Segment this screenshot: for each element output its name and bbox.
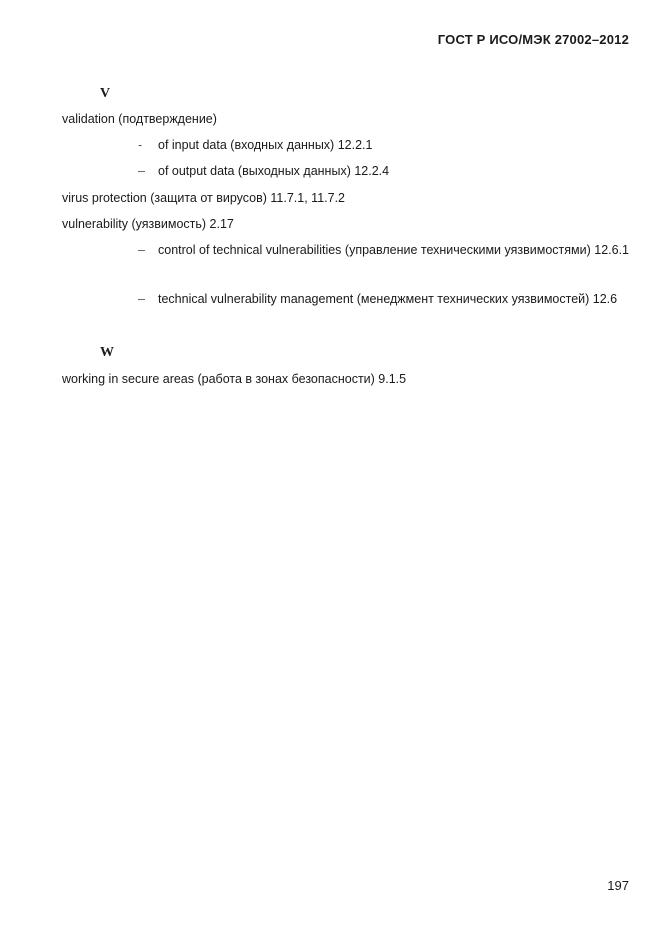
- index-entry-working-secure-areas: working in secure areas (работа в зонах безопасности) 9.1.5: [62, 372, 407, 386]
- dash-marker: –: [138, 243, 145, 257]
- section-letter-w: W: [100, 345, 114, 360]
- index-subentry-vulnerability-management: [138, 287, 630, 311]
- index-entry-virus-protection: virus protection (защита от вирусов) 11.7.1, 11.7.2: [62, 191, 345, 205]
- dash-marker: -: [138, 138, 143, 152]
- dash-marker: –: [138, 292, 145, 306]
- subentry-text: of input data (входных данных) 12.2.1: [158, 138, 373, 152]
- subentry-text: technical vulnerability management (менеджмент технических уязвимостей) 12.6: [158, 292, 618, 306]
- index-subentry-output-data: [138, 159, 630, 183]
- index-entry-validation: validation (подтверждение): [62, 112, 217, 126]
- dash-marker: –: [138, 164, 145, 178]
- subentry-text: control of technical vulnerabilities (управление техническими уязвимостями) 12.6.1: [158, 243, 629, 257]
- index-subentry-control-vulnerabilities: [138, 238, 630, 262]
- section-letter-v: V: [100, 86, 111, 101]
- index-entry-vulnerability: vulnerability (уязвимость) 2.17: [62, 217, 234, 231]
- document-header: ГОСТ Р ИСО/МЭК 27002–2012: [437, 32, 629, 47]
- page-number: 197: [607, 878, 629, 893]
- index-subentry-input-data: [138, 133, 630, 157]
- subentry-text: of output data (выходных данных) 12.2.4: [158, 164, 390, 178]
